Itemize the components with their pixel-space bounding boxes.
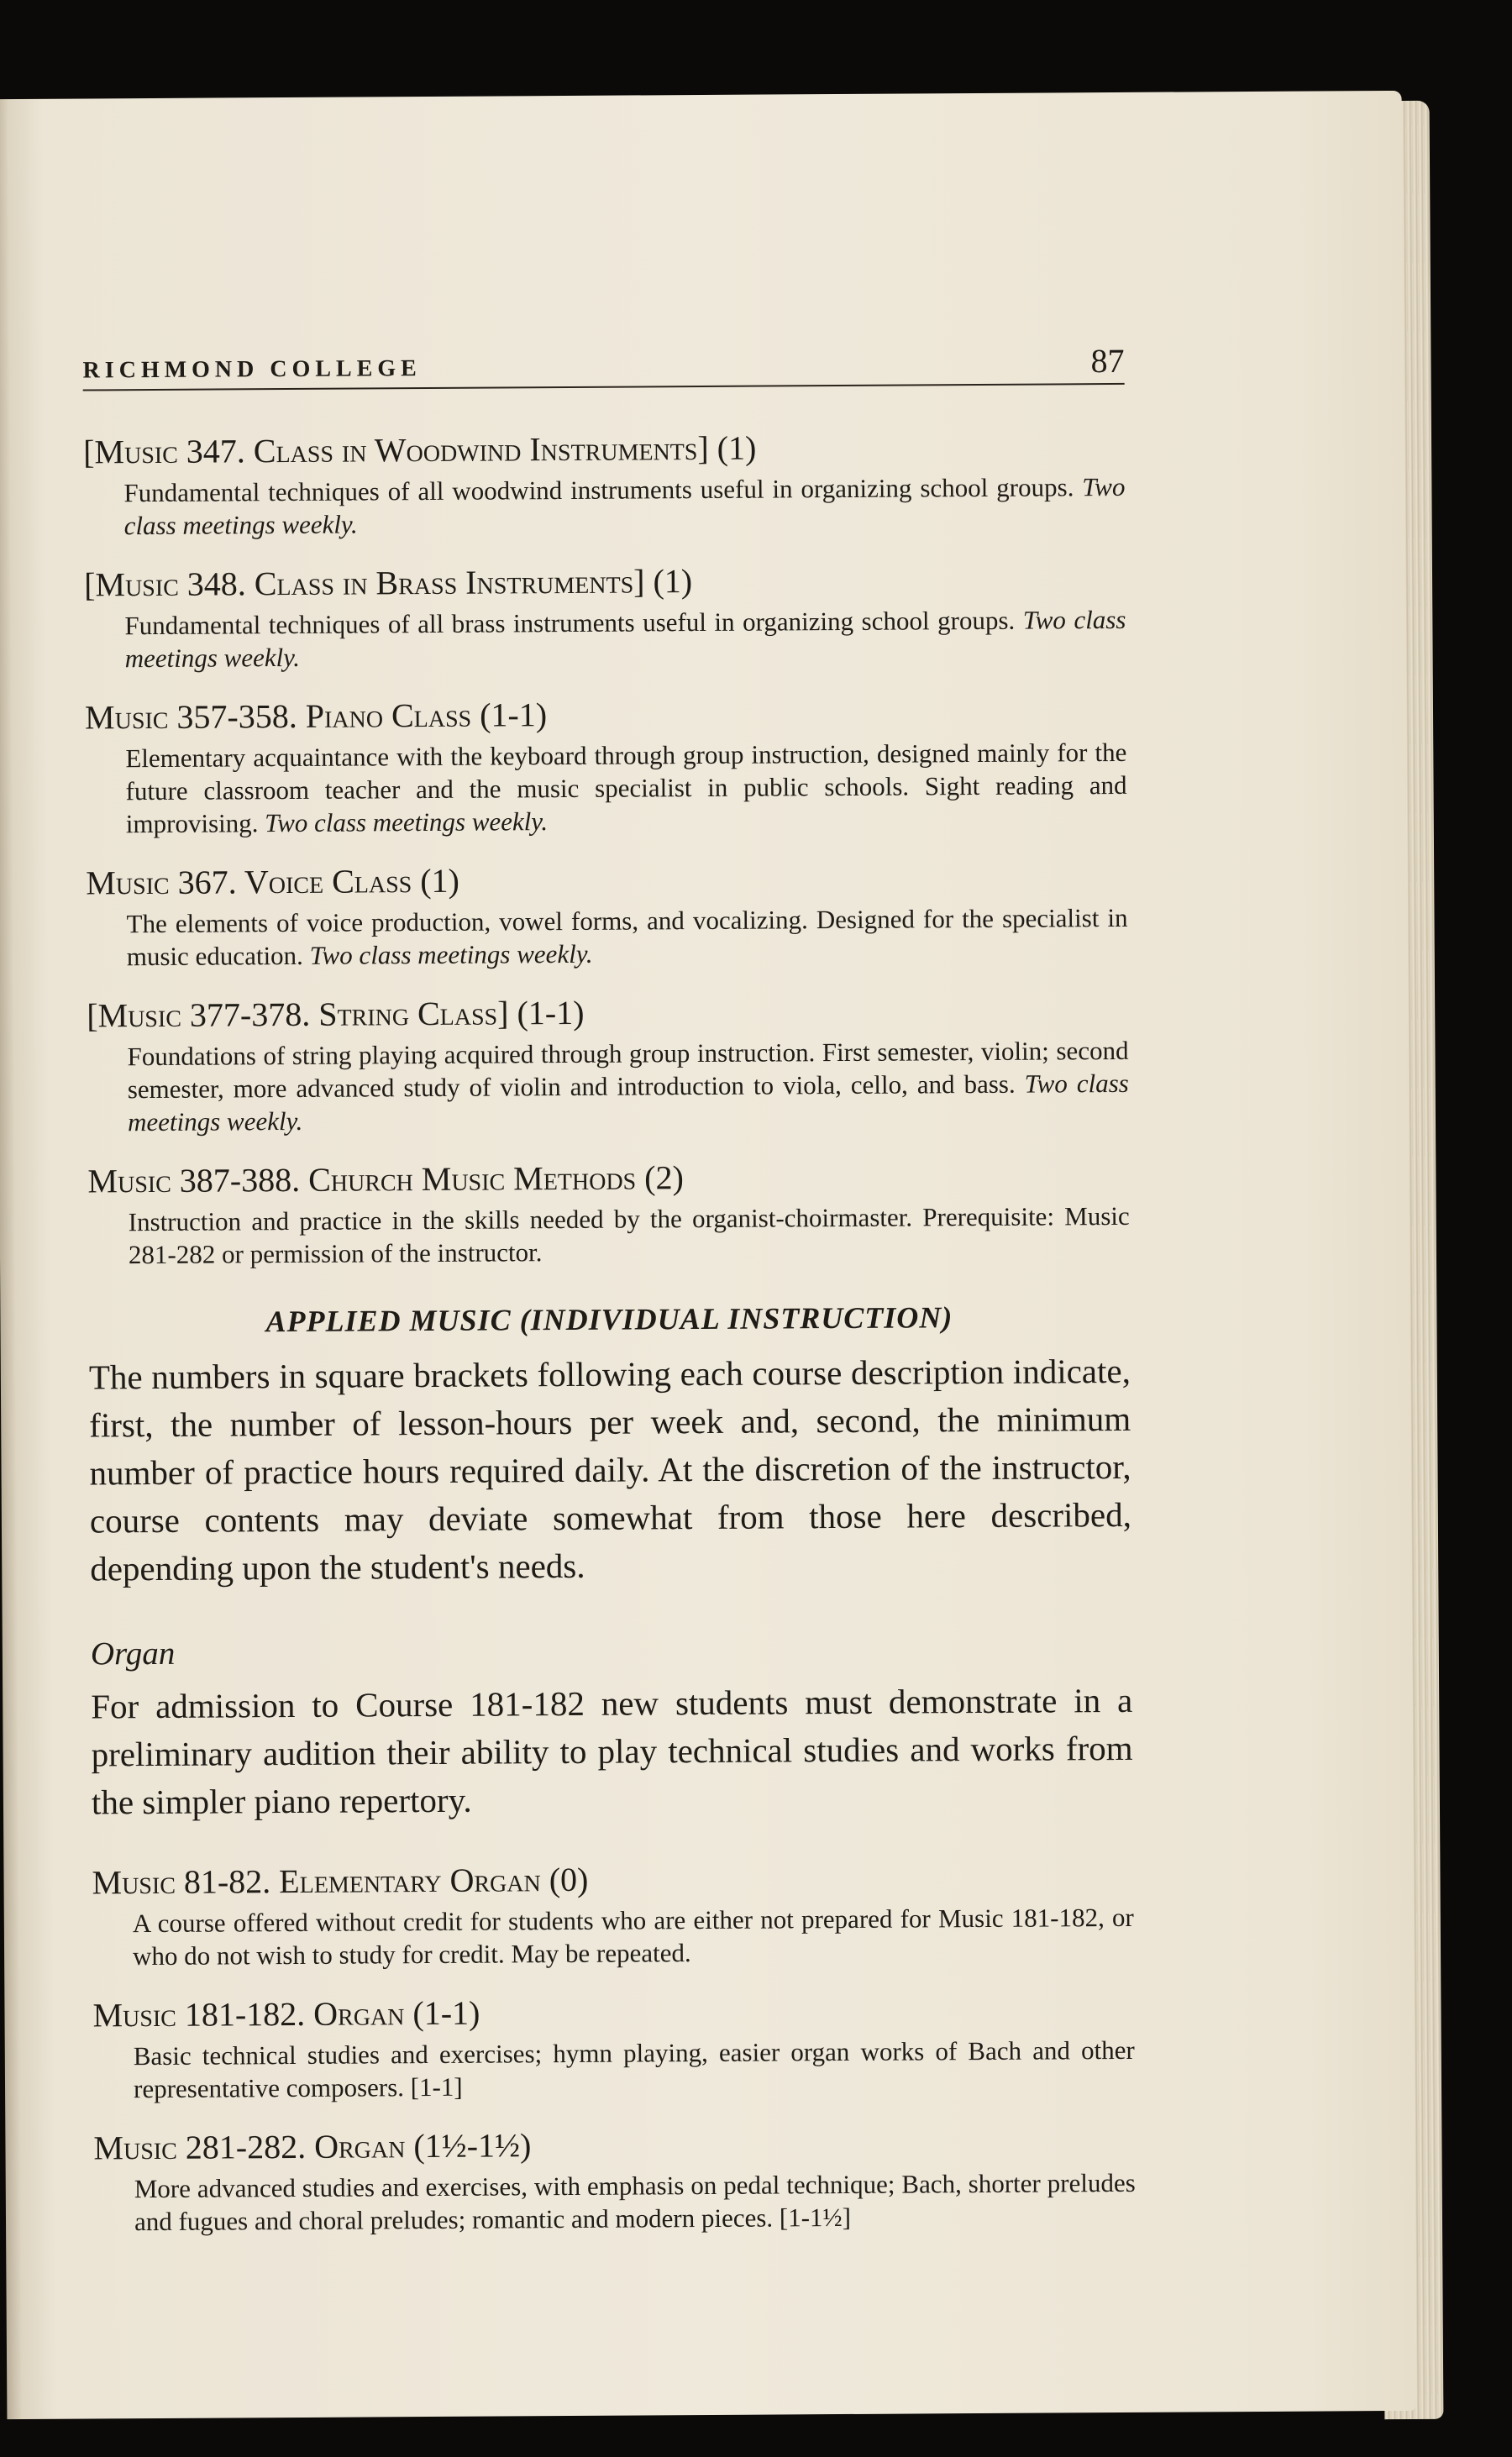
applied-music-intro: The numbers in square brackets following each course description indicate, first, the number of lesson-hours per week and, second, the minimum number of practice hours required daily. At the discretion of the instructor, course contents may deviate somewhat from those here described, depending upon the student's needs.	[88, 1351, 1132, 1588]
course-entry	[86, 856, 1128, 974]
course-title: Music 367. Voice Class (1)	[86, 861, 460, 902]
course-meetings: Two class meetings weekly.	[127, 1068, 1129, 1137]
course-meetings: Two class meetings weekly.	[124, 604, 1126, 674]
course-meetings: Two class meetings weekly.	[265, 806, 549, 838]
course-entry	[85, 690, 1127, 841]
course-title: Music 181-182. Organ (1-1)	[92, 1993, 480, 2034]
course-entry	[87, 989, 1129, 1139]
course-description: Elementary acquaintance with the keyboard through group instruction, designed mainly for the future classroom teacher and the music specialist in public schools. Sight reading and improvising. Two class meetings weekly.	[125, 737, 1127, 839]
organ-intro: For admission to Course 181-182 new students must demonstrate in a preliminary audition their ability to play technical studies and works from the simpler piano repertory.	[91, 1680, 1133, 1822]
course-description: Basic technical studies and exercises; hymn playing, easier organ works of Bach and other representative composers. [1-1]	[133, 2034, 1135, 2104]
course-entry	[84, 558, 1126, 675]
course-title: [Music 348. Class in Brass Instruments] (1)	[83, 562, 693, 604]
course-description: A course offered without credit for students who are either not prepared for Music 181-182, or who do not wish to study for credit. May be repeated.	[132, 1902, 1134, 1971]
course-description: Foundations of string playing acquired through group instruction. First semester, violin; second semester, more advanced study of violin and introduction to viola, cello, and bass. Two class meetings weekly.	[127, 1035, 1129, 1137]
page-content	[82, 341, 1136, 2260]
course-meetings: Two class meetings weekly.	[309, 938, 593, 970]
course-title: Music 387-388. Church Music Methods (2)	[87, 1158, 684, 1200]
course-title: Music 81-82. Elementary Organ (0)	[92, 1860, 589, 1902]
course-title: Music 281-282. Organ (1½-1½)	[93, 2126, 532, 2167]
course-entry	[92, 1988, 1135, 2106]
course-description: Fundamental techniques of all woodwind instruments useful in organizing school groups. Two class meetings weekly.	[123, 471, 1126, 541]
course-description: The elements of voice production, vowel forms, and vocalizing. Designed for the specialist in music education. Two class meetings weekly.	[126, 902, 1128, 972]
course-title: [Music 347. Class in Woodwind Instruments] (1)	[83, 428, 757, 471]
course-description: Instruction and practice in the skills needed by the organist-choirmaster. Prerequisite: Music 281-282 or permission of the instructor.	[128, 1200, 1130, 1270]
course-entry	[92, 1856, 1134, 1973]
page-number: 87	[1090, 341, 1125, 381]
course-description: More advanced studies and exercises, with emphasis on pedal technique; Bach, shorter preludes and fugues and choral preludes; romantic and modern pieces. [1-1½]	[134, 2167, 1136, 2237]
course-description: Fundamental techniques of all brass instruments useful in organizing school groups. Two class meetings weekly.	[124, 604, 1126, 674]
subheading-organ: Organ	[90, 1635, 176, 1672]
page-header	[82, 341, 1125, 391]
course-title: [Music 377-378. String Class] (1-1)	[87, 993, 585, 1035]
course-title: Music 357-358. Piano Class (1-1)	[84, 696, 548, 737]
book-page	[0, 91, 1415, 2419]
course-entry	[87, 1154, 1130, 1272]
course-entry	[93, 2121, 1136, 2239]
section-heading-applied-music: APPLIED MUSIC (INDIVIDUAL INSTRUCTION)	[265, 1300, 953, 1339]
running-head: RICHMOND COLLEGE	[82, 355, 422, 384]
course-entry	[83, 425, 1126, 543]
course-meetings: Two class meetings weekly.	[123, 471, 1126, 541]
